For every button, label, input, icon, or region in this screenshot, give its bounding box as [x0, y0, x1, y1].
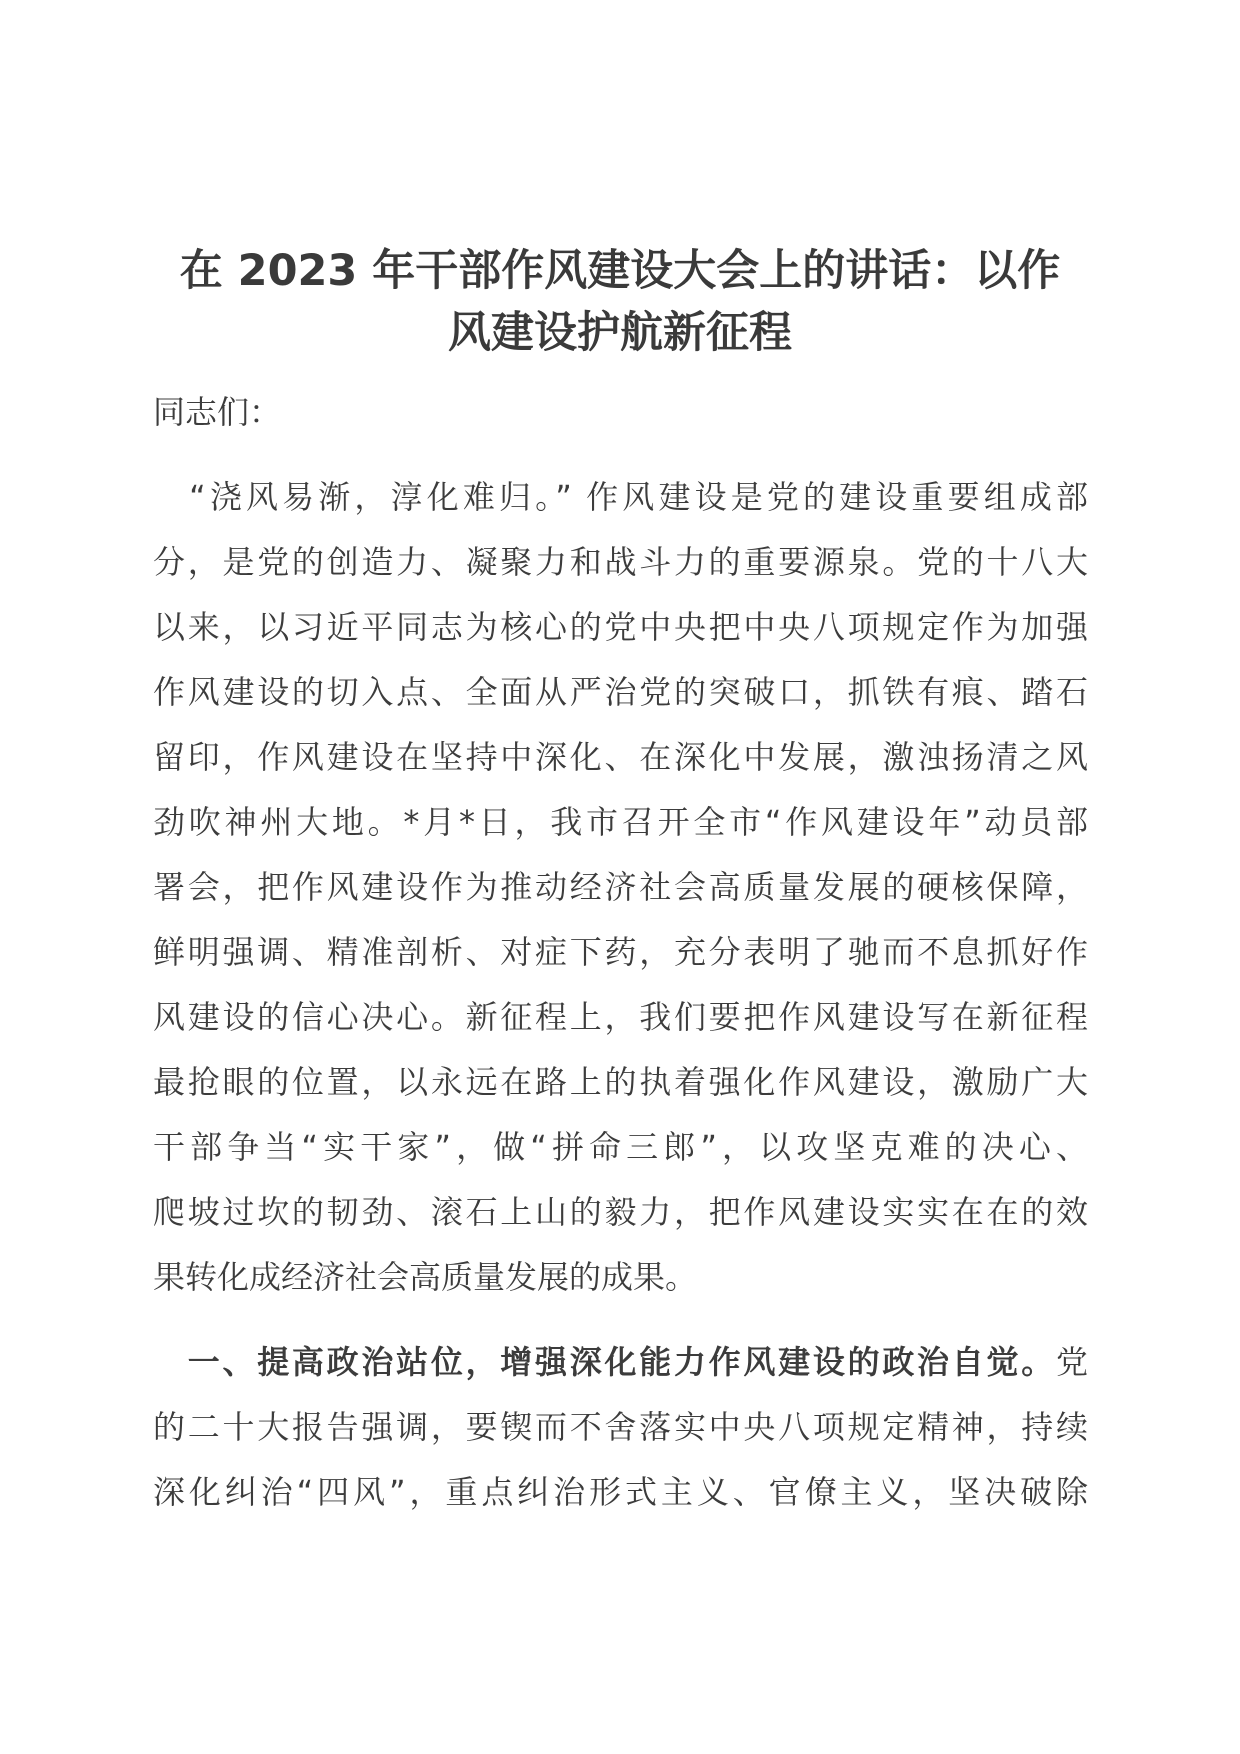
title-line: 在 2023 年干部作风建设大会上的讲话：以作 [179, 246, 1061, 296]
paragraph-line: 分，是党的创造力、凝聚力和战斗力的重要源泉。党的十八大 [153, 543, 1088, 581]
paragraph-intro [153, 465, 1088, 1310]
section-1-first-line [153, 1330, 1088, 1395]
paragraph-line: 作风建设的切入点、全面从严治党的突破口，抓铁有痕、踏石 [153, 673, 1088, 711]
paragraph-line: 以来，以习近平同志为核心的党中央把中央八项规定作为加强 [153, 608, 1088, 646]
document-title [150, 240, 1090, 364]
paragraph-line: 果转化成经济社会高质量发展的成果。 [153, 1258, 698, 1296]
section-1 [153, 1330, 1088, 1525]
paragraph-line: 深化纠治“四风”，重点纠治形式主义、官僚主义，坚决破除 [153, 1473, 1088, 1511]
paragraph-line: 的二十大报告强调，要锲而不舍落实中央八项规定精神，持续 [153, 1408, 1088, 1446]
paragraph-line: 鲜明强调、精准剖析、对症下药，充分表明了驰而不息抓好作 [153, 933, 1088, 971]
paragraph-text: 党 [1055, 1343, 1088, 1381]
paragraph-line: 劲吹神州大地。*月*日，我市召开全市“作风建设年”动员部 [153, 803, 1088, 841]
paragraph-line: 留印，作风建设在坚持中深化、在深化中发展，激浊扬清之风 [153, 738, 1088, 776]
paragraph-line: 爬坡过坎的韧劲、滚石上山的毅力，把作风建设实实在在的效 [153, 1193, 1088, 1231]
document-body [153, 380, 1088, 1525]
paragraph-line: 干部争当“实干家”，做“拼命三郎”，以攻坚克难的决心、 [153, 1128, 1088, 1166]
paragraph-line: “浇风易渐，淳化难归。” 作风建设是党的建设重要组成部 [153, 478, 1088, 516]
paragraph-line: 最抢眼的位置，以永远在路上的执着强化作风建设，激励广大 [153, 1063, 1088, 1101]
paragraph-line: 风建设的信心决心。新征程上，我们要把作风建设写在新征程 [153, 998, 1088, 1036]
title-line: 风建设护航新征程 [448, 308, 792, 358]
salutation: 同志们： [153, 393, 282, 431]
section-1-heading: 一、提高政治站位，增强深化能力作风建设的政治自觉。 [187, 1343, 1056, 1381]
paragraph-line: 署会，把作风建设作为推动经济社会高质量发展的硬核保障， [153, 868, 1088, 906]
